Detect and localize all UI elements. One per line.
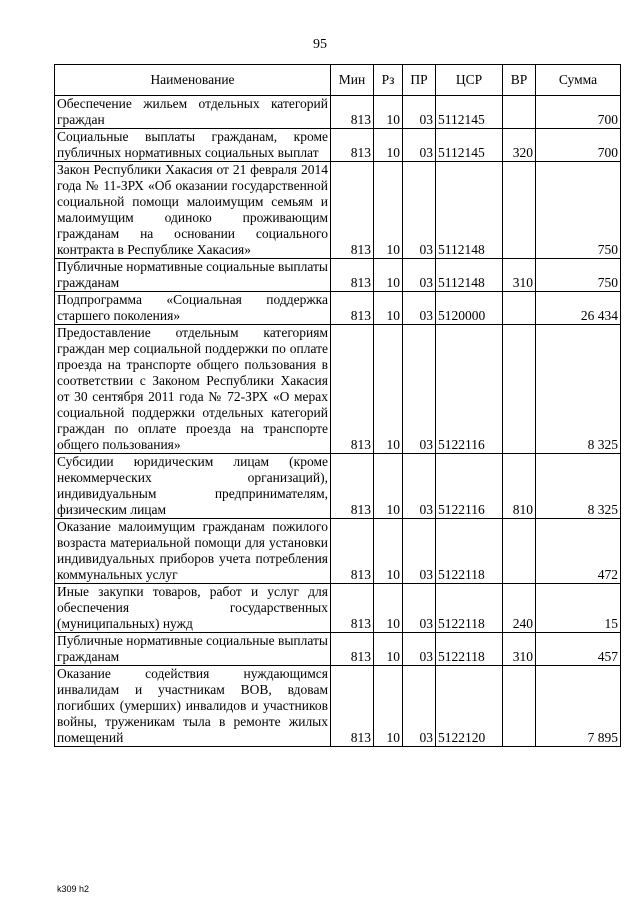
cell-sum: 750 <box>536 162 621 259</box>
cell-sum: 700 <box>536 96 621 129</box>
cell-vr <box>503 325 536 454</box>
cell-name: Оказание содействия нуждающимся инвалидам и участникам ВОВ, вдовам погибших (умерших) инвалидов и участников войны, труженикам тыла в ремонте жилых помещений <box>55 666 331 747</box>
table-row <box>55 162 621 259</box>
cell-name: Оказание малоимущим гражданам пожилого возраста материальной помощи для установки индивидуальных приборов учета потребления коммунальных услуг <box>55 519 331 584</box>
page-number: 95 <box>313 37 327 52</box>
cell-vr: 240 <box>503 584 536 633</box>
cell-name: Иные закупки товаров, работ и услуг для обеспечения государственных (муниципальных) нужд <box>55 584 331 633</box>
cell-name: Обеспечение жильем отдельных категорий граждан <box>55 96 331 129</box>
cell-vr: 310 <box>503 259 536 292</box>
cell-rz: 10 <box>374 454 403 519</box>
cell-vr: 310 <box>503 633 536 666</box>
header-row <box>55 65 621 96</box>
cell-vr <box>503 666 536 747</box>
cell-csr: 5122116 <box>436 454 503 519</box>
cell-pr: 03 <box>403 129 436 162</box>
cell-pr: 03 <box>403 584 436 633</box>
cell-sum: 7 895 <box>536 666 621 747</box>
col-header-pr: ПР <box>403 65 436 96</box>
cell-sum: 8 325 <box>536 454 621 519</box>
cell-min: 813 <box>331 259 374 292</box>
cell-vr <box>503 292 536 325</box>
cell-csr: 5112148 <box>436 259 503 292</box>
cell-rz: 10 <box>374 325 403 454</box>
cell-pr: 03 <box>403 259 436 292</box>
cell-name: Предоставление отдельным категориям граждан мер социальной поддержки по оплате проезда на транспорте общего пользования в соответствии с Законом Республики Хакасия от 30 сентября 2011 года № 72-ЗРХ «О мерах социальной поддержки отдельных категорий граждан по оплате проезда на транспорте общего пользования» <box>55 325 331 454</box>
cell-min: 813 <box>331 96 374 129</box>
cell-vr <box>503 96 536 129</box>
cell-vr: 810 <box>503 454 536 519</box>
cell-min: 813 <box>331 325 374 454</box>
cell-pr: 03 <box>403 325 436 454</box>
cell-rz: 10 <box>374 259 403 292</box>
cell-rz: 10 <box>374 666 403 747</box>
cell-pr: 03 <box>403 633 436 666</box>
col-header-name: Наименование <box>55 65 331 96</box>
cell-min: 813 <box>331 584 374 633</box>
col-header-rz: Рз <box>374 65 403 96</box>
cell-vr <box>503 519 536 584</box>
col-header-min: Мин <box>331 65 374 96</box>
col-header-sum: Сумма <box>536 65 621 96</box>
cell-pr: 03 <box>403 454 436 519</box>
cell-csr: 5122118 <box>436 519 503 584</box>
cell-name: Закон Республики Хакасия от 21 февраля 2014 года № 11-ЗРХ «Об оказании государственной социальной помощи малоимущим семьям и малоимущим одиноко проживающим гражданам на основании социального контракта в Республике Хакасия» <box>55 162 331 259</box>
cell-pr: 03 <box>403 96 436 129</box>
cell-rz: 10 <box>374 519 403 584</box>
cell-sum: 750 <box>536 259 621 292</box>
table-row <box>55 325 621 454</box>
cell-pr: 03 <box>403 519 436 584</box>
table-row <box>55 584 621 633</box>
cell-rz: 10 <box>374 633 403 666</box>
col-header-csr: ЦСР <box>436 65 503 96</box>
cell-name: Субсидии юридическим лицам (кроме некоммерческих организаций), индивидуальным предпринимателям, физическим лицам <box>55 454 331 519</box>
cell-rz: 10 <box>374 96 403 129</box>
cell-sum: 8 325 <box>536 325 621 454</box>
cell-rz: 10 <box>374 292 403 325</box>
cell-vr <box>503 162 536 259</box>
cell-rz: 10 <box>374 129 403 162</box>
table-row <box>55 519 621 584</box>
cell-min: 813 <box>331 162 374 259</box>
cell-csr: 5122120 <box>436 666 503 747</box>
cell-name: Публичные нормативные социальные выплаты гражданам <box>55 633 331 666</box>
budget-table <box>54 64 621 747</box>
cell-min: 813 <box>331 454 374 519</box>
cell-name: Социальные выплаты гражданам, кроме публичных нормативных социальных выплат <box>55 129 331 162</box>
cell-sum: 472 <box>536 519 621 584</box>
cell-csr: 5122118 <box>436 633 503 666</box>
cell-csr: 5112148 <box>436 162 503 259</box>
cell-csr: 5112145 <box>436 96 503 129</box>
cell-csr: 5112145 <box>436 129 503 162</box>
cell-rz: 10 <box>374 162 403 259</box>
cell-name: Публичные нормативные социальные выплаты гражданам <box>55 259 331 292</box>
table-row <box>55 666 621 747</box>
table-row <box>55 96 621 129</box>
cell-pr: 03 <box>403 292 436 325</box>
cell-sum: 457 <box>536 633 621 666</box>
cell-sum: 15 <box>536 584 621 633</box>
table-row <box>55 292 621 325</box>
cell-sum: 26 434 <box>536 292 621 325</box>
cell-min: 813 <box>331 666 374 747</box>
cell-pr: 03 <box>403 162 436 259</box>
cell-min: 813 <box>331 129 374 162</box>
table-row <box>55 259 621 292</box>
cell-csr: 5120000 <box>436 292 503 325</box>
cell-sum: 700 <box>536 129 621 162</box>
cell-csr: 5122116 <box>436 325 503 454</box>
cell-name: Подпрограмма «Социальная поддержка старшего поколения» <box>55 292 331 325</box>
cell-min: 813 <box>331 633 374 666</box>
table-row <box>55 454 621 519</box>
cell-csr: 5122118 <box>436 584 503 633</box>
col-header-vr: ВР <box>503 65 536 96</box>
footer-code: k309 h2 <box>57 884 90 894</box>
cell-min: 813 <box>331 292 374 325</box>
cell-min: 813 <box>331 519 374 584</box>
cell-vr: 320 <box>503 129 536 162</box>
cell-pr: 03 <box>403 666 436 747</box>
table-row <box>55 129 621 162</box>
cell-rz: 10 <box>374 584 403 633</box>
table-row <box>55 633 621 666</box>
